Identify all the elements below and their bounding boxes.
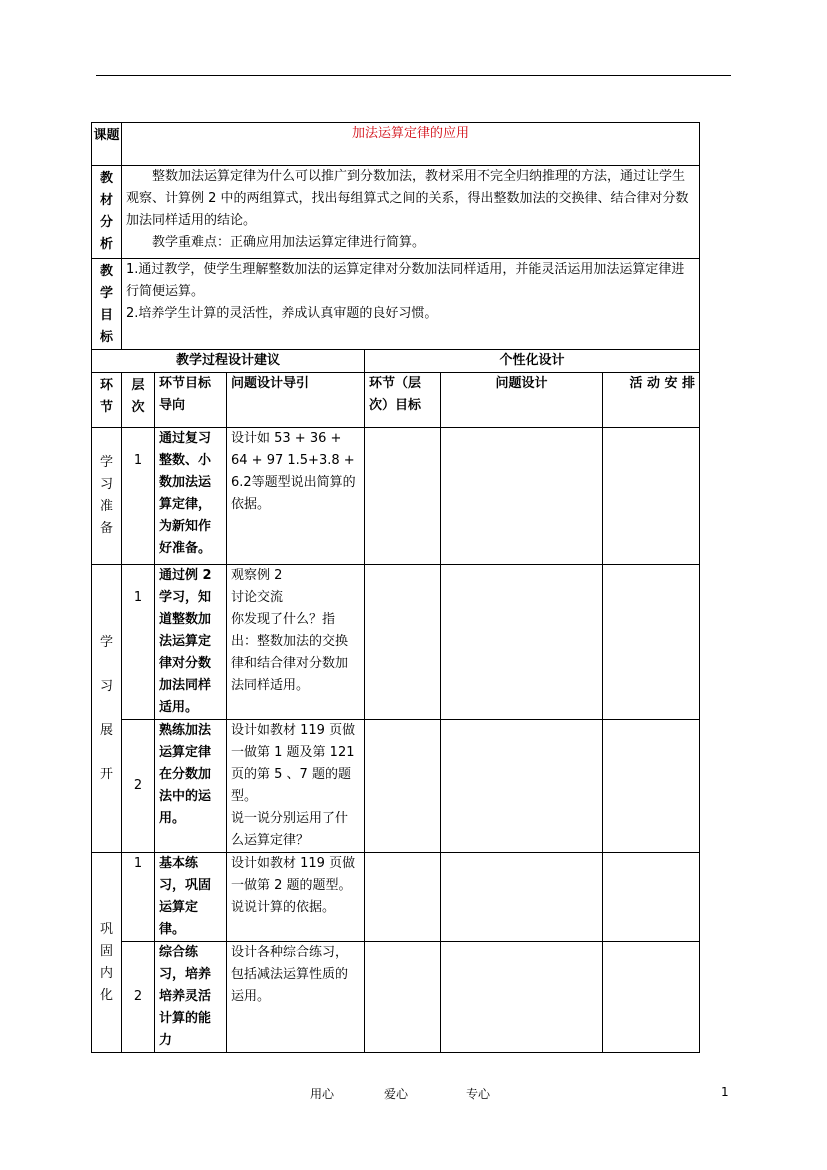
design-blank [441, 853, 603, 942]
header-rule [96, 75, 731, 76]
activity-blank [603, 565, 700, 720]
design-blank [441, 565, 603, 720]
stage-goal-blank [365, 942, 441, 1053]
stage-goal: 熟练加法运算定律在分数加法中的运用。 [155, 720, 227, 853]
design-blank [441, 942, 603, 1053]
stage-guide: 设计各种综合练习，包括减法运算性质的运用。 [227, 942, 365, 1053]
stage-goal: 基本练习，巩固运算定律。 [155, 853, 227, 942]
activity-blank [603, 720, 700, 853]
level-number: 1 [122, 428, 155, 565]
design-blank [441, 428, 603, 565]
stage-guide: 设计如教材 119 页做一做第 2 题的题型。说说计算的依据。 [227, 853, 365, 942]
analysis-content [122, 166, 700, 259]
stage-goal-blank [365, 720, 441, 853]
design-blank [441, 720, 603, 853]
page-number: 1 [721, 1085, 729, 1099]
col-level: 层 次 [122, 373, 155, 428]
col-stage: 环 节 [92, 373, 122, 428]
stage-name: 巩 固 内 化 [92, 853, 122, 1053]
col-stage-goal: 环节（层次）目标 [365, 373, 441, 428]
lesson-plan-table [91, 122, 700, 1053]
section-process: 教学过程设计建议 [92, 350, 365, 373]
activity-blank [603, 428, 700, 565]
stage-guide: 观察例 2 讨论交流 你发现了什么？指出：整数加法的交换律和结合律对分数加法同样适用。 [227, 565, 365, 720]
stage-goal: 通过复习整数、小数加法运算定律，为新知作好准备。 [155, 428, 227, 565]
stage-goal-blank [365, 853, 441, 942]
level-number: 1 [122, 565, 155, 720]
stage-goal-blank [365, 565, 441, 720]
objective-content [122, 259, 700, 350]
col-design: 问题设计 [441, 373, 603, 428]
activity-blank [603, 853, 700, 942]
col-guide: 问题设计导引 [227, 373, 365, 428]
col-activity: 活 动 安 排 [603, 373, 700, 428]
objective-1: 1.通过教学，使学生理解整数加法的运算定律对分数加法同样适用，并能灵活运用加法运算定律进行简便运算。 [126, 262, 685, 299]
section-personalized: 个性化设计 [365, 350, 700, 373]
analysis-paragraph: 整数加法运算定律为什么可以推广到分数加法，教材采用不完全归纳推理的方法，通过让学生观察、计算例 2 中的两组算式，找出每组算式之间的关系，得出整数加法的交换律、结合律对分数加法同样适用的结论。 [126, 169, 689, 228]
footer-word-3: 专心 [466, 1087, 491, 1101]
level-number: 2 [122, 942, 155, 1053]
stage-guide: 设计如 53 + 36 + 64 + 97 1.5+3.8 + 6.2等题型说出简算的依据。 [227, 428, 365, 565]
stage-goal: 通过例 2 学习，知道整数加法运算定律对分数加法同样适用。 [155, 565, 227, 720]
analysis-key-points: 教学重难点：正确应用加法运算定律进行简算。 [152, 235, 426, 250]
stage-name: 学 习 准 备 [92, 428, 122, 565]
activity-blank [603, 942, 700, 1053]
analysis-label: 教 材 分 析 [92, 166, 122, 259]
stage-goal: 综合练习，培养培养灵活计算的能力 [155, 942, 227, 1053]
level-number: 1 [122, 853, 155, 942]
col-goal: 环节目标导向 [155, 373, 227, 428]
lesson-title: 加法运算定律的应用 [122, 123, 700, 166]
stage-name: 学 习 展 开 [92, 565, 122, 853]
level-number: 2 [122, 720, 155, 853]
title-label: 课题 [92, 123, 122, 166]
objective-label: 教 学 目 标 [92, 259, 122, 350]
footer-word-2: 爱心 [384, 1087, 409, 1101]
stage-guide: 设计如教材 119 页做一做第 1 题及第 121 页的第 5 、7 题的题型。 说一说分别运用了什么运算定律？ [227, 720, 365, 853]
objective-2: 2.培养学生计算的灵活性，养成认真审题的良好习惯。 [126, 306, 438, 321]
footer-word-1: 用心 [310, 1087, 335, 1101]
stage-goal-blank [365, 428, 441, 565]
